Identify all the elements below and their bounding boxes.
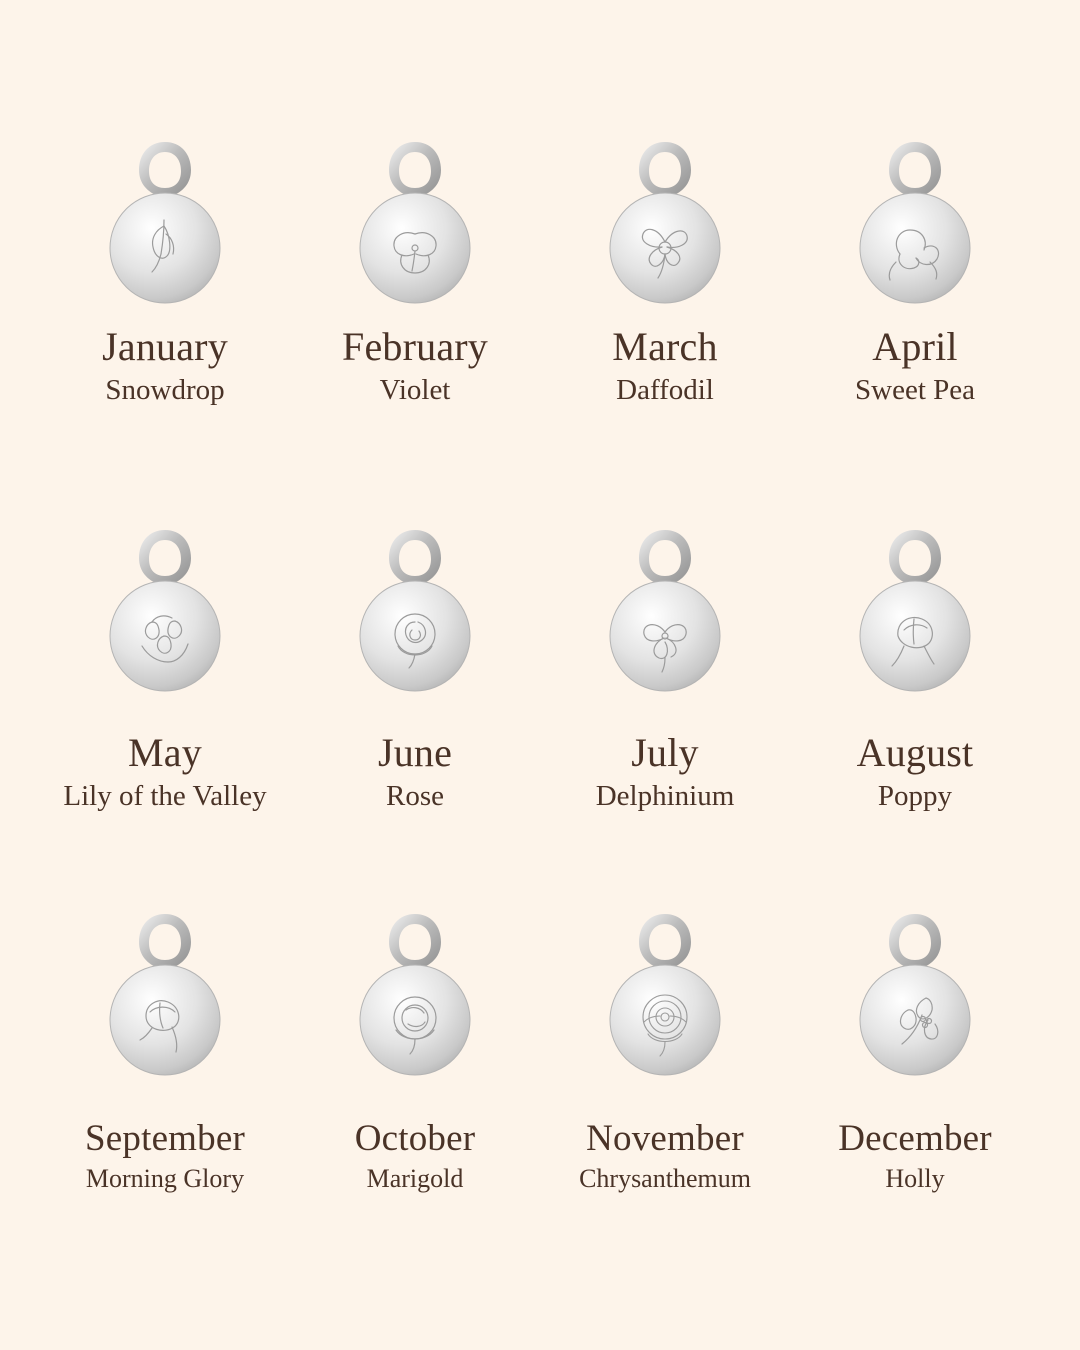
charm-labels	[838, 1120, 992, 1195]
charm-grid	[40, 120, 1040, 1260]
charm-labels	[378, 732, 452, 814]
charm-card-november[interactable]	[540, 880, 790, 1260]
charm-labels	[857, 732, 974, 814]
charm-labels	[355, 1120, 476, 1195]
charm-labels	[342, 326, 488, 408]
charm-card-september[interactable]	[40, 880, 290, 1260]
charm-month: May	[128, 730, 202, 775]
rose-charm-pendant	[330, 518, 500, 708]
charm-card-february[interactable]	[290, 120, 540, 500]
charm-flower: Snowdrop	[105, 374, 225, 406]
charm-month: December	[838, 1118, 992, 1159]
charm-flower: Delphinium	[595, 780, 735, 812]
charm-flower: Holly	[885, 1163, 945, 1193]
charm-labels	[579, 1120, 751, 1195]
marigold-charm-pendant	[330, 902, 500, 1092]
charm-month: February	[342, 324, 488, 369]
violet-charm-pendant	[330, 130, 500, 320]
charm-month: November	[586, 1118, 744, 1159]
charm-card-march[interactable]	[540, 120, 790, 500]
charm-card-july[interactable]	[540, 500, 790, 880]
charm-card-may[interactable]	[40, 500, 290, 880]
charm-labels	[63, 732, 266, 814]
charm-card-june[interactable]	[290, 500, 540, 880]
charm-labels	[855, 326, 975, 408]
daffodil-charm-pendant	[580, 130, 750, 320]
sweet-pea-charm-pendant	[830, 130, 1000, 320]
charm-flower: Morning Glory	[85, 1163, 245, 1193]
charm-card-january[interactable]	[40, 120, 290, 500]
charm-flower: Poppy	[877, 780, 953, 812]
charm-month: April	[872, 324, 958, 369]
charm-flower: Chrysanthemum	[579, 1163, 751, 1193]
charm-month: March	[612, 324, 718, 369]
charm-card-december[interactable]	[790, 880, 1040, 1260]
charm-flower: Daffodil	[616, 374, 714, 406]
morning-glory-charm-pendant	[80, 902, 250, 1092]
charm-labels	[85, 1120, 245, 1195]
lily-of-the-valley-charm-pendant	[80, 518, 250, 708]
charm-flower: Rose	[386, 780, 444, 812]
charm-month: June	[377, 730, 453, 775]
chrysanthemum-charm-pendant	[580, 902, 750, 1092]
charm-flower: Marigold	[366, 1163, 464, 1193]
charm-month: September	[84, 1118, 246, 1159]
charm-labels	[612, 326, 717, 408]
charm-card-april[interactable]	[790, 120, 1040, 500]
charm-flower: Violet	[379, 374, 451, 406]
delphinium-charm-pendant	[580, 518, 750, 708]
charm-month: August	[856, 730, 974, 775]
charm-labels	[102, 326, 228, 408]
charm-card-october[interactable]	[290, 880, 540, 1260]
charm-month: January	[102, 324, 228, 369]
charm-card-august[interactable]	[790, 500, 1040, 880]
charm-flower: Sweet Pea	[855, 374, 975, 406]
charm-labels	[596, 732, 735, 814]
poppy-charm-pendant	[830, 518, 1000, 708]
holly-charm-pendant	[830, 902, 1000, 1092]
snowdrop-charm-pendant	[80, 130, 250, 320]
charm-month: October	[354, 1118, 476, 1159]
charm-flower: Lily of the Valley	[63, 780, 267, 812]
charm-month: July	[631, 730, 699, 775]
